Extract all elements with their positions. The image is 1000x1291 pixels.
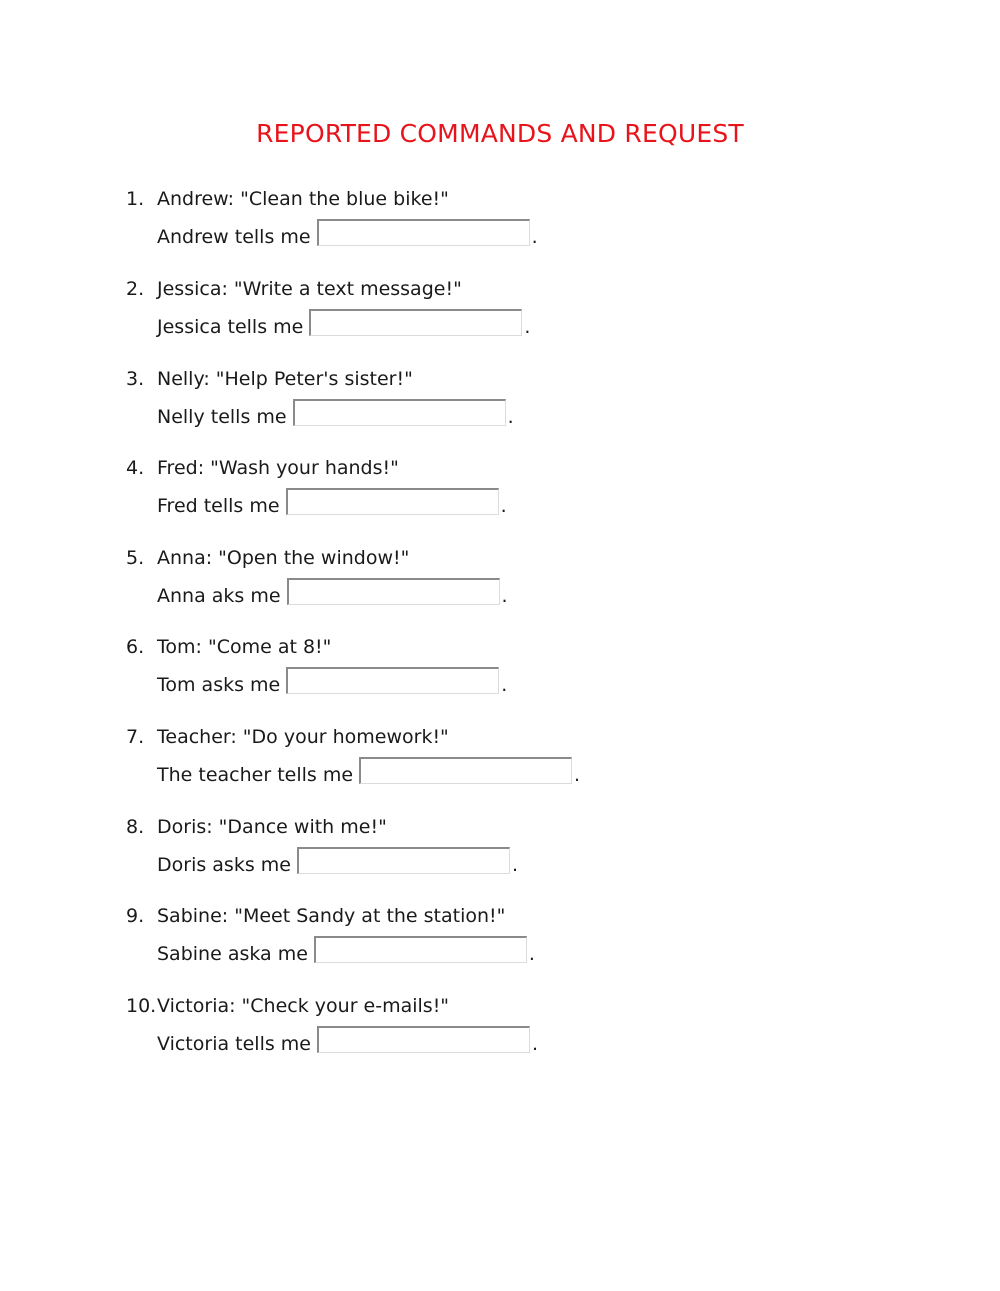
exercise-item-8 — [0, 816, 1000, 896]
exercise-item-5 — [0, 547, 1000, 627]
exercise-item-9 — [0, 905, 1000, 985]
answer-row — [157, 752, 580, 786]
item-prompt: Anna: "Open the window!" — [157, 547, 410, 569]
sentence-end: . — [532, 1033, 539, 1055]
item-prompt: Tom: "Come at 8!" — [157, 636, 332, 658]
answer-row — [157, 662, 507, 696]
answer-row — [157, 304, 530, 338]
item-number: 6. — [126, 636, 145, 658]
item-number: 1. — [126, 188, 145, 210]
page-title: REPORTED COMMANDS AND REQUEST — [256, 119, 744, 148]
exercise-item-3 — [0, 368, 1000, 448]
answer-lead: Victoria tells me — [157, 1033, 311, 1055]
exercise-item-10 — [0, 995, 1000, 1075]
sentence-end: . — [528, 943, 535, 965]
answer-lead: Jessica tells me — [157, 316, 304, 338]
answer-input-6[interactable] — [286, 667, 499, 694]
sentence-end: . — [524, 316, 531, 338]
answer-row — [157, 1021, 538, 1055]
exercise-item-1 — [0, 188, 1000, 268]
item-number: 8. — [126, 816, 145, 838]
sentence-end: . — [501, 674, 508, 696]
answer-lead: Doris asks me — [157, 854, 291, 876]
item-number: 10. — [126, 995, 157, 1017]
item-number: 5. — [126, 547, 145, 569]
sentence-end: . — [511, 854, 519, 876]
answer-lead: Fred tells me — [157, 495, 280, 517]
answer-lead: Andrew tells me — [157, 226, 311, 248]
item-number: 9. — [126, 905, 145, 927]
answer-input-8[interactable] — [297, 847, 510, 874]
sentence-end: . — [531, 226, 538, 248]
item-number: 2. — [126, 278, 145, 300]
exercise-item-7 — [0, 726, 1000, 806]
item-prompt: Nelly: "Help Peter's sister!" — [157, 368, 413, 390]
item-prompt: Jessica: "Write a text message!" — [157, 278, 462, 300]
exercise-item-6 — [0, 636, 1000, 716]
answer-lead: Tom asks me — [157, 674, 281, 696]
answer-input-9[interactable] — [314, 936, 527, 963]
exercise-item-2 — [0, 278, 1000, 358]
answer-lead: The teacher tells me — [157, 764, 354, 786]
item-prompt: Sabine: "Meet Sandy at the station!" — [157, 905, 506, 927]
answer-input-2[interactable] — [309, 309, 522, 336]
answer-row — [157, 573, 508, 607]
answer-row — [157, 214, 538, 248]
item-prompt: Teacher: "Do your homework!" — [157, 726, 449, 748]
item-prompt: Victoria: "Check your e-mails!" — [157, 995, 450, 1017]
sentence-end: . — [507, 406, 514, 428]
sentence-end: . — [500, 495, 507, 517]
item-number: 7. — [126, 726, 145, 748]
item-prompt: Andrew: "Clean the blue bike!" — [157, 188, 449, 210]
answer-input-10[interactable] — [317, 1026, 530, 1053]
answer-input-5[interactable] — [287, 578, 500, 605]
item-number: 3. — [126, 368, 145, 390]
answer-input-1[interactable] — [317, 219, 530, 246]
item-prompt: Doris: "Dance with me!" — [157, 816, 387, 838]
answer-row — [157, 931, 535, 965]
answer-input-4[interactable] — [286, 488, 499, 515]
answer-row — [157, 394, 514, 428]
sentence-end: . — [574, 764, 581, 786]
answer-lead: Nelly tells me — [157, 406, 287, 428]
item-number: 4. — [126, 457, 145, 479]
answer-row — [157, 842, 518, 876]
exercise-item-4 — [0, 457, 1000, 537]
answer-input-3[interactable] — [293, 399, 506, 426]
answer-lead: Anna aks me — [157, 585, 281, 607]
sentence-end: . — [501, 585, 508, 607]
answer-lead: Sabine aska me — [157, 943, 308, 965]
answer-row — [157, 483, 507, 517]
answer-input-7[interactable] — [359, 757, 572, 784]
item-prompt: Fred: "Wash your hands!" — [157, 457, 399, 479]
